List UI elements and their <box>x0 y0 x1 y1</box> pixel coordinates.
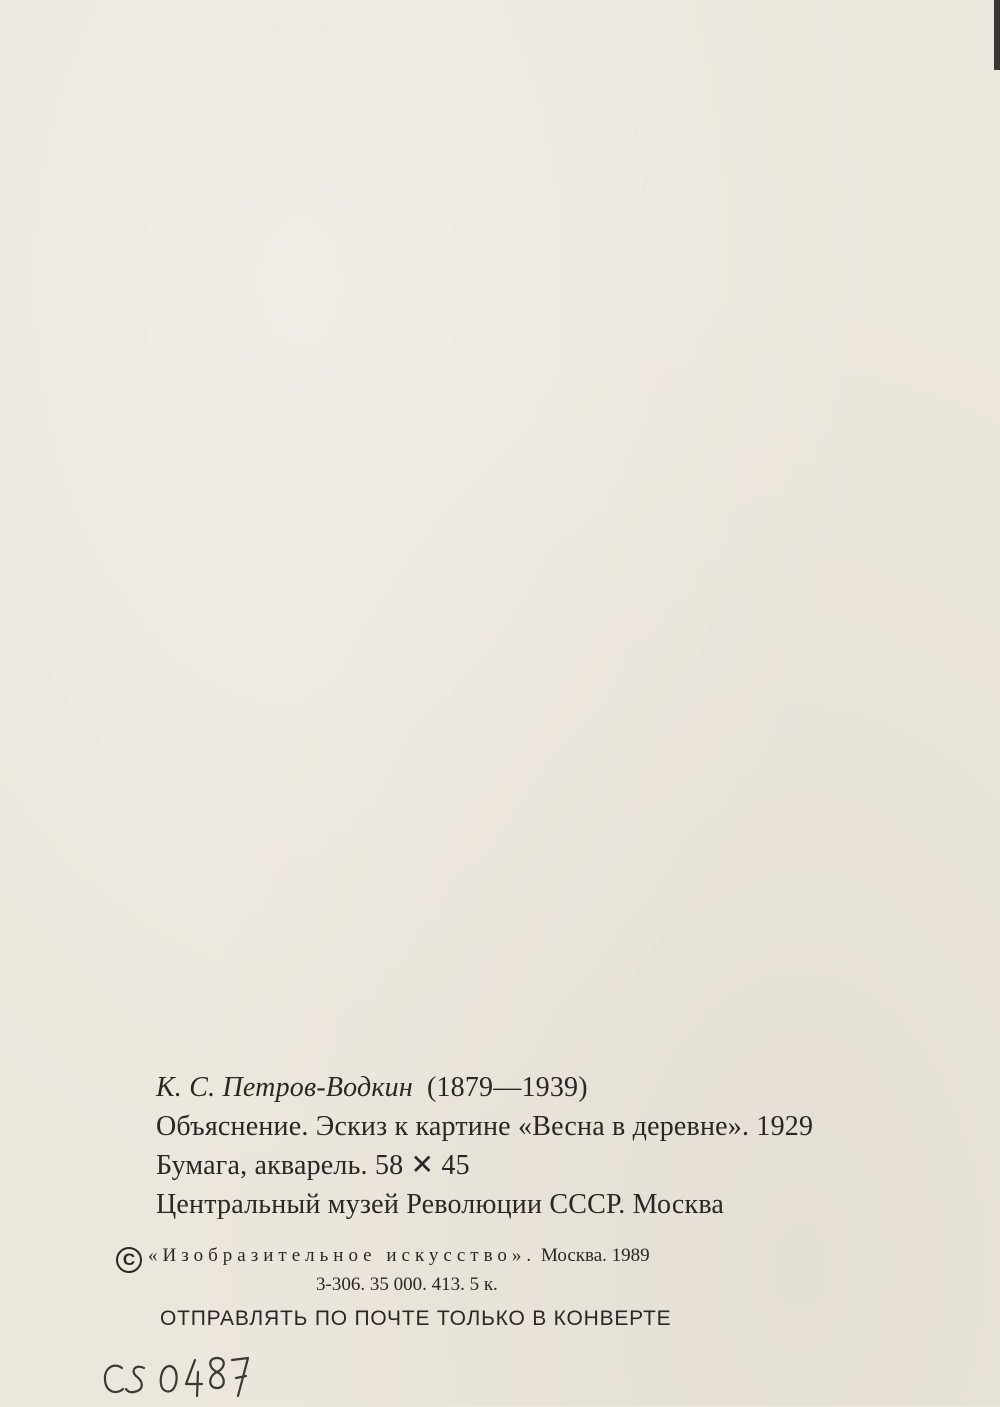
author-line <box>156 1068 813 1107</box>
author-years: (1879—1939) <box>426 1072 588 1103</box>
publisher-name: «Изобразительное искусство». <box>148 1245 537 1266</box>
artwork-title: Объяснение. Эскиз к картине «Весна в деревне». 1929 <box>156 1111 814 1142</box>
handwritten-code-drawing <box>100 1352 260 1402</box>
copyright-icon: C <box>116 1247 142 1273</box>
artwork-caption <box>156 1068 813 1224</box>
artwork-collection: Центральный музей Революции СССР. Москва <box>156 1189 725 1220</box>
mail-instruction: ОТПРАВЛЯТЬ ПО ПОЧТЕ ТОЛЬКО В КОНВЕРТЕ <box>160 1307 672 1330</box>
publisher-imprint <box>116 1244 650 1297</box>
print-codes: 3-306. 35 000. 413. 5 к. <box>316 1274 498 1295</box>
author-name: К. С. Петров-Водкин <box>156 1072 413 1103</box>
edge-mark <box>994 0 1000 70</box>
handwritten-archive-code <box>100 1352 260 1402</box>
publisher-city-year: Москва. 1989 <box>540 1245 650 1266</box>
artwork-medium: Бумага, акварель. 58 ✕ 45 <box>156 1150 470 1181</box>
